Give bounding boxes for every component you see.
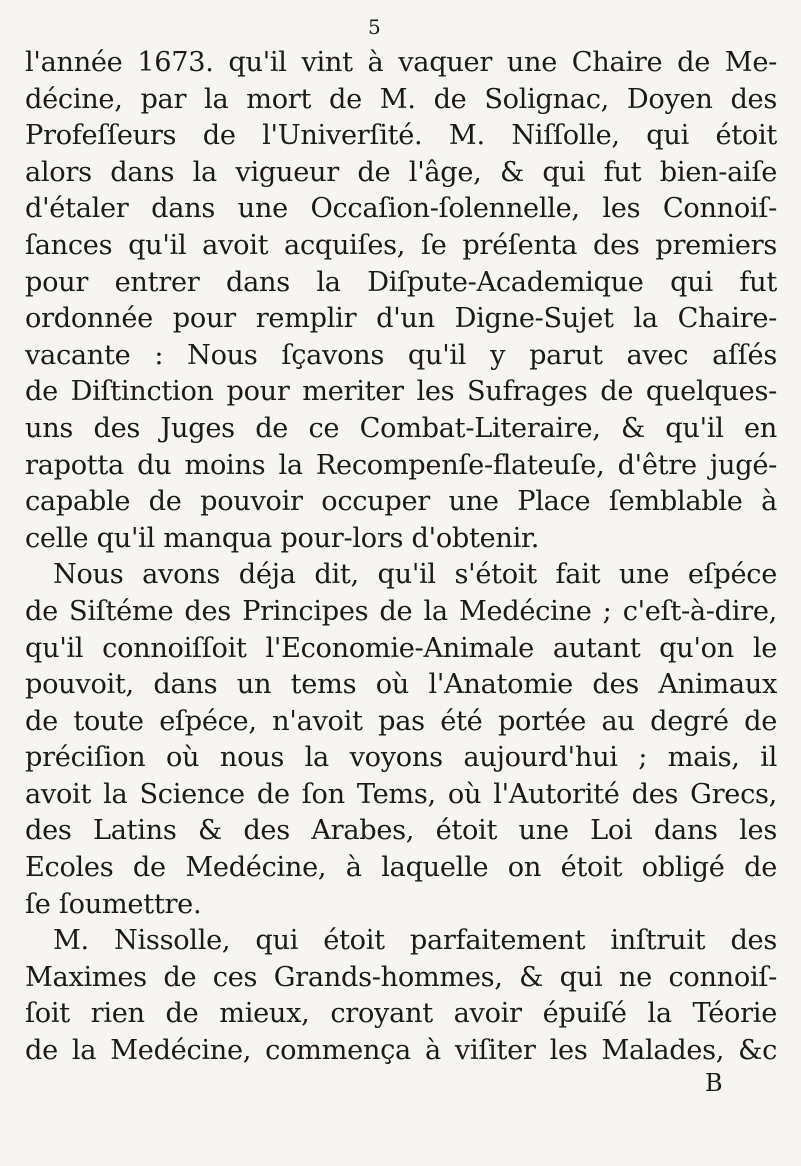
text-line: ſoit rien de mieux, croyant avoir épuiſé la Téorie: [25, 998, 777, 1030]
text-line: de toute eſpéce, n'avoit pas été portée au degré de: [25, 705, 777, 737]
text-line: alors dans la vigueur de l'âge, & qui fut bien-aiſe: [25, 156, 777, 188]
paragraph-end-line: ſe ſoumettre.: [25, 888, 202, 920]
text-line: capable de pouvoir occuper une Place ſemblable à: [25, 486, 777, 518]
text-line: vacante : Nous ſçavons qu'il y parut avec aſſés: [25, 339, 777, 371]
text-line: pouvoit, dans un tems où l'Anatomie des Animaux: [25, 669, 777, 701]
text-line: Profeſſeurs de l'Univerſité. M. Niſſolle, qui étoit: [25, 120, 777, 152]
text-line: de Siſtéme des Principes de la Medécine ; c'eſt-à-dire,: [25, 595, 777, 627]
text-line: préciſion où nous la voyons aujourd'hui ; mais, il: [25, 742, 777, 774]
text-line: avoit la Science de ſon Tems, où l'Autorité des Grecs,: [25, 778, 777, 810]
paragraph-start-line: Nous avons déja dit, qu'il s'étoit fait une eſpéce: [53, 559, 777, 591]
paragraph-start-line: M. Nissolle, qui étoit parfaitement inſtruit des: [53, 925, 777, 957]
text-line: Ecoles de Medécine, à laquelle on étoit obligé de: [25, 852, 777, 884]
text-line: qu'il connoiſſoit l'Economie-Animale autant qu'on le: [25, 632, 777, 664]
text-line: de Diſtinction pour meriter les Sufrages de quelques-: [25, 376, 777, 408]
text-line: uns des Juges de ce Combat-Literaire, & qu'il en: [25, 412, 777, 444]
text-line: ſances qu'il avoit acquiſes, ſe préſenta des premiers: [25, 229, 777, 261]
body-text: [25, 45, 777, 1070]
paragraph-end-line: celle qu'il manqua pour-lors d'obtenir.: [25, 522, 540, 554]
text-line: Maximes de ces Grands-hommes, & qui ne connoiſ-: [25, 961, 777, 993]
text-line: d'étaler dans une Occaſion-ſolennelle, les Connoiſ-: [25, 193, 777, 225]
text-line: rapotta du moins la Recompenſe-flateuſe, d'être jugé-: [25, 449, 777, 481]
signature-mark: B: [705, 1069, 723, 1097]
text-line: ordonnée pour remplir d'un Digne-Sujet la Chaire-: [25, 303, 777, 335]
text-line: l'année 1673. qu'il vint à vaquer une Chaire de Me-: [25, 47, 777, 78]
text-line: pour entrer dans la Diſpute-Academique qui fut: [25, 266, 777, 298]
text-line: décine, par la mort de M. de Solignac, Doyen des: [25, 83, 777, 115]
page-number: 5: [368, 15, 381, 39]
text-line: des Latins & des Arabes, étoit une Loi dans les: [25, 815, 777, 847]
text-line: de la Medécine, commença à viſiter les Malades, &c: [25, 1035, 777, 1067]
